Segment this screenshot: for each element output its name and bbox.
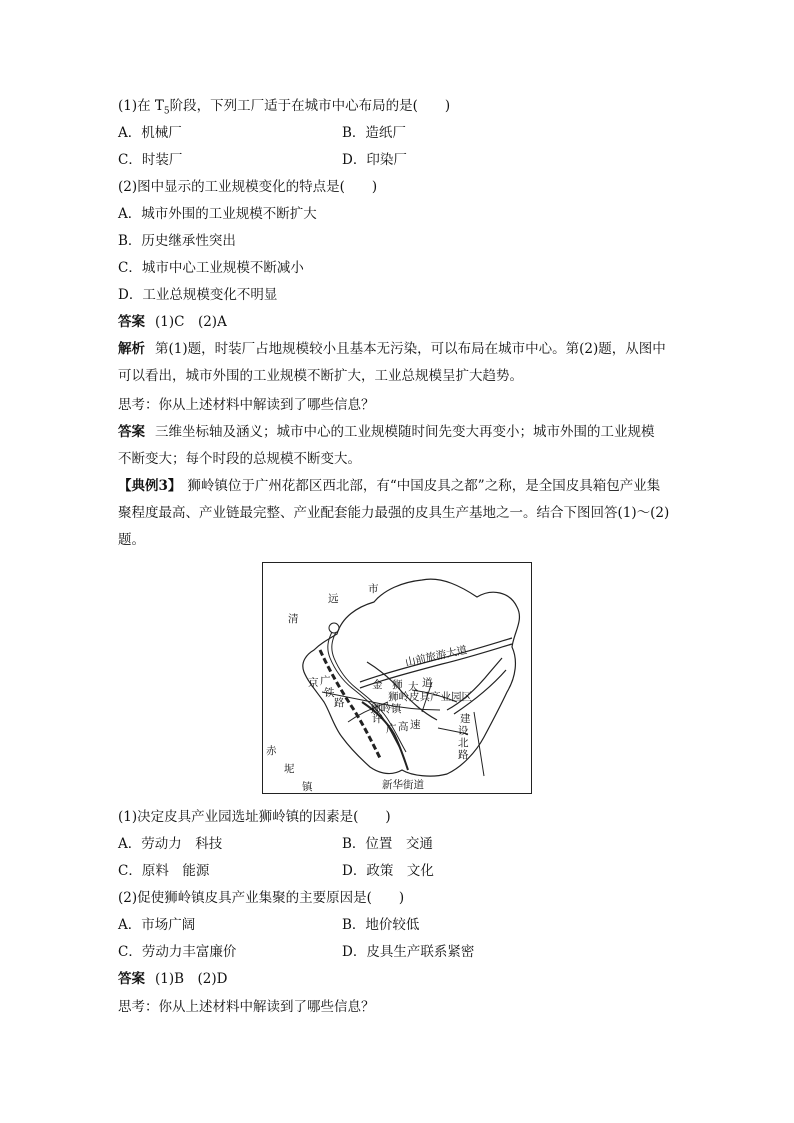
label-xinhua: 新华街道 [382,779,424,791]
label-jin: 金 [372,679,383,691]
label-lu2: 路 [458,749,469,761]
label-gao: 高 [398,721,409,733]
example-3-line-2: 聚程度最高、产业链最完整、产业配套能力最强的皮具生产基地之一。结合下图回答(1)～(2) [118,505,670,521]
label-lu: 路 [334,697,345,709]
q4-option-a: A．市场广阔 [118,917,196,933]
question-2-stem: (2)图中显示的工业规模变化的特点是( ) [118,179,378,195]
think-question-2: 思考：你从上述材料中解读到了哪些信息？ [118,999,375,1015]
label-da: 大 [408,681,419,693]
analysis-line-1: 解析 第(1)题，时装厂占地规模较小且基本无污染，可以布局在城市中心。第(2)题，从图中 [118,341,666,357]
q3-option-c: C．原料 能源 [118,863,210,879]
label-jing: 京 [308,677,319,689]
label-tie: 铁 [324,687,335,699]
q4-option-c: C．劳动力丰富廉价 [118,944,237,960]
label-town: 狮岭镇 [370,703,402,715]
answer-2: 答案 (1)B (2)D [118,971,228,987]
label-xu: 许 [372,713,383,725]
label-zhen: 镇 [302,781,313,793]
answer-1: 答案 (1)C (2)A [118,314,227,330]
label-shi2: 狮 [392,679,403,691]
q3-option-d: D．政策 文化 [342,863,434,879]
question-4-stem: (2)促使狮岭镇皮具产业集聚的主要原因是( ) [118,890,405,906]
label-she: 设 [458,725,469,737]
label-jian: 建 [460,713,471,725]
think-answer-line-2: 不断变大；每个时段的总规模不断变大。 [118,451,361,467]
analysis-line-2: 可以看出，城市外围的工业规模不断扩大，工业总规模呈扩大趋势。 [118,368,523,384]
shiling-town-map [262,562,532,794]
label-qing: 清 [288,613,299,625]
think-answer-line-1: 答案 三维坐标轴及涵义；城市中心的工业规模随时间先变大再变小；城市外围的工业规模 [118,424,655,440]
label-bei: 北 [458,737,469,749]
question-1-stem: (1)在 $T_5$阶段，下列工厂适于在城市中心布局的是( ) [118,98,451,117]
map-frame [263,563,532,794]
q2-option-c: C．城市中心工业规模不断减小 [118,260,304,276]
label-su: 速 [410,719,421,731]
example-3-line-3: 题。 [118,532,145,548]
label-yuan: 远 [328,593,339,605]
label-shi: 市 [368,583,379,595]
q2-option-b: B．历史继承性突出 [118,233,236,249]
label-park: 狮岭皮具产业园区 [388,691,472,703]
q4-option-d: D．皮具生产联系紧密 [342,944,475,960]
q1-option-a: A．机械厂 [118,125,182,141]
think-question-1: 思考：你从上述材料中解读到了哪些信息？ [118,397,375,413]
q1-option-c: C．时装厂 [118,152,183,168]
q3-option-b: B．位置 交通 [342,836,433,852]
label-guang2: 广 [386,723,397,735]
label-ni: 坭 [284,763,295,775]
example-3-line-1: 【典例3】 狮岭镇位于广州花都区西北部，有“中国皮具之都”之称，是全国皮具箱包产业集 [118,478,661,494]
label-shanqian: 山前旅游大道 [404,644,469,669]
q1-option-b: B．造纸厂 [342,125,406,141]
label-chi: 赤 [266,745,277,757]
label-dao: 道 [422,677,433,689]
q2-option-d: D．工业总规模变化不明显 [118,287,278,303]
q4-option-b: B．地价较低 [342,917,420,933]
question-3-stem: (1)决定皮具产业园选址狮岭镇的因素是( ) [118,809,391,825]
q2-option-a: A．城市外围的工业规模不断扩大 [118,206,317,222]
label-guang: 广 [320,675,331,687]
q1-option-d: D．印染厂 [342,152,407,168]
q3-option-a: A．劳动力 科技 [118,836,223,852]
